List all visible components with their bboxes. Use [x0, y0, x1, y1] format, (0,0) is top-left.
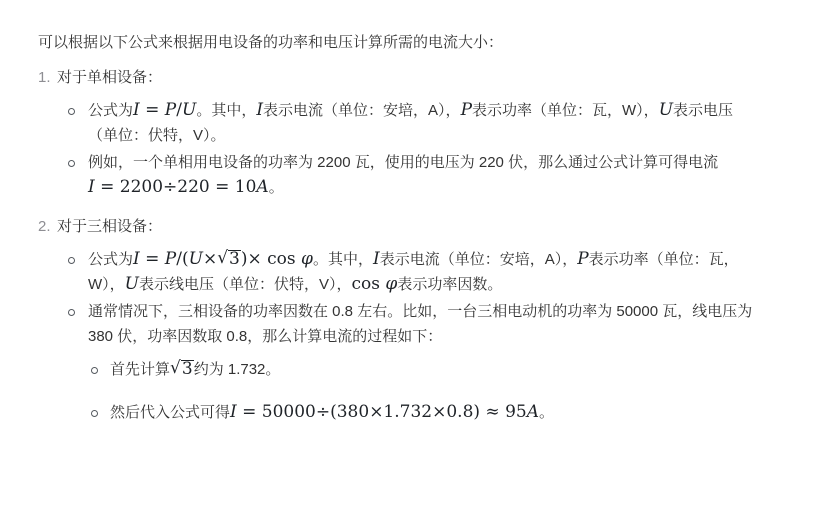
math-operator: ×	[202, 249, 218, 269]
text-run: 。	[268, 179, 284, 196]
text-run: 表示电压	[673, 102, 734, 119]
text-line	[88, 324, 795, 349]
math-variable: P	[164, 100, 177, 120]
text-run: 。	[538, 404, 554, 421]
math-variable: φ	[301, 249, 313, 269]
text-run: 表示电流（单位：安培，A），	[379, 251, 578, 268]
math-operator: /(	[176, 249, 189, 269]
math-variable: I	[133, 100, 140, 120]
sqrt-expression	[170, 360, 194, 379]
math-variable: A	[526, 402, 539, 422]
numbered-list	[38, 65, 795, 425]
text-line	[88, 247, 795, 272]
sub-bullet-sqrt-step	[88, 357, 795, 382]
radicand: 3	[229, 249, 240, 269]
text-run: 表示线电压（单位：伏特，V），	[139, 276, 352, 293]
bullet-list-single-phase	[57, 98, 795, 200]
text-line	[88, 98, 795, 123]
text-run: 公式为	[88, 102, 134, 119]
radicand: 3	[181, 359, 193, 379]
math-variable: I	[372, 249, 380, 269]
text-run: 首先计算	[110, 361, 171, 378]
text-run: 然后代入公式可得	[110, 404, 231, 421]
math-variable: U	[658, 100, 674, 120]
list-item-title: 对于三相设备：	[57, 218, 163, 235]
math-variable: U	[181, 100, 197, 120]
text-line	[88, 175, 795, 200]
list-number: 1.	[38, 69, 51, 86]
text-run: 。其中，	[312, 251, 373, 268]
text-line	[88, 150, 795, 175]
math-variable: I	[256, 100, 264, 120]
text-run: 表示功率（单位：瓦，W），	[472, 102, 659, 119]
text-run: 。其中，	[196, 102, 257, 119]
math-operator: /	[176, 100, 182, 120]
math-variable: P	[164, 249, 177, 269]
text-run: 通常情况下，三相设备的功率因数在 0.8 左右。比如，一台三相电动机的功率为 50000 瓦，线电压为	[88, 303, 753, 320]
math-variable: U	[188, 249, 203, 269]
text-run: 公式为	[88, 251, 134, 268]
math-operator: = 50000÷(380×1.732×0.8) ≈ 95	[236, 402, 527, 422]
text-run: 例如，一个单相用电设备的功率为 2200 瓦，使用的电压为 220 伏，那么通过公式计算可得电流	[88, 154, 719, 171]
sub-bullet-result-step	[88, 400, 795, 425]
text-run: 表示功率（单位：瓦，	[588, 251, 739, 268]
math-variable: A	[256, 177, 269, 197]
math-variable: P	[460, 100, 473, 120]
list-item-title: 对于单相设备：	[57, 69, 163, 86]
intro-paragraph: 可以根据以下公式来根据用电设备的功率和电压计算所需的电流大小：	[38, 34, 504, 51]
bullet-example-three-phase	[57, 299, 795, 425]
text-line	[88, 272, 795, 297]
text-run: 约为 1.732。	[193, 361, 281, 378]
bullet-formula-three-phase	[57, 247, 795, 297]
math-variable: I	[88, 177, 95, 197]
math-variable: I	[133, 249, 140, 269]
text-line	[110, 357, 795, 382]
bullet-example-single-phase	[57, 150, 795, 200]
text-run: 380 伏，功率因数取 0.8，那么计算电流的过程如下：	[88, 328, 443, 345]
bullet-example-text	[88, 299, 795, 349]
math-operator: = 2200÷220 = 10	[94, 177, 257, 197]
sub-bullet-list-calculation	[88, 357, 795, 425]
radical-sign-icon: √	[170, 358, 181, 378]
math-variable: I	[230, 402, 237, 422]
math-operator: )× cos	[240, 249, 302, 269]
math-operator: cos	[351, 274, 386, 294]
bullet-list-three-phase	[57, 247, 795, 425]
text-run: 表示功率因数。	[397, 276, 503, 293]
math-variable: U	[124, 274, 139, 294]
text-run: 表示电流（单位：安培，A），	[263, 102, 461, 119]
list-item-single-phase	[38, 65, 795, 200]
math-operator: =	[139, 100, 165, 120]
math-variable: φ	[385, 274, 398, 294]
math-operator: =	[139, 249, 165, 269]
text-line	[88, 299, 795, 324]
list-number: 2.	[38, 218, 51, 235]
list-item-three-phase	[38, 214, 795, 425]
text-line	[88, 123, 795, 148]
sqrt-expression	[217, 250, 241, 269]
radical-sign-icon: √	[217, 248, 229, 268]
text-run: （单位：伏特，V）。	[88, 127, 226, 144]
text-run: W），	[88, 276, 125, 293]
text-line	[110, 400, 795, 425]
bullet-formula-single-phase	[57, 98, 795, 148]
math-variable: P	[577, 249, 589, 269]
